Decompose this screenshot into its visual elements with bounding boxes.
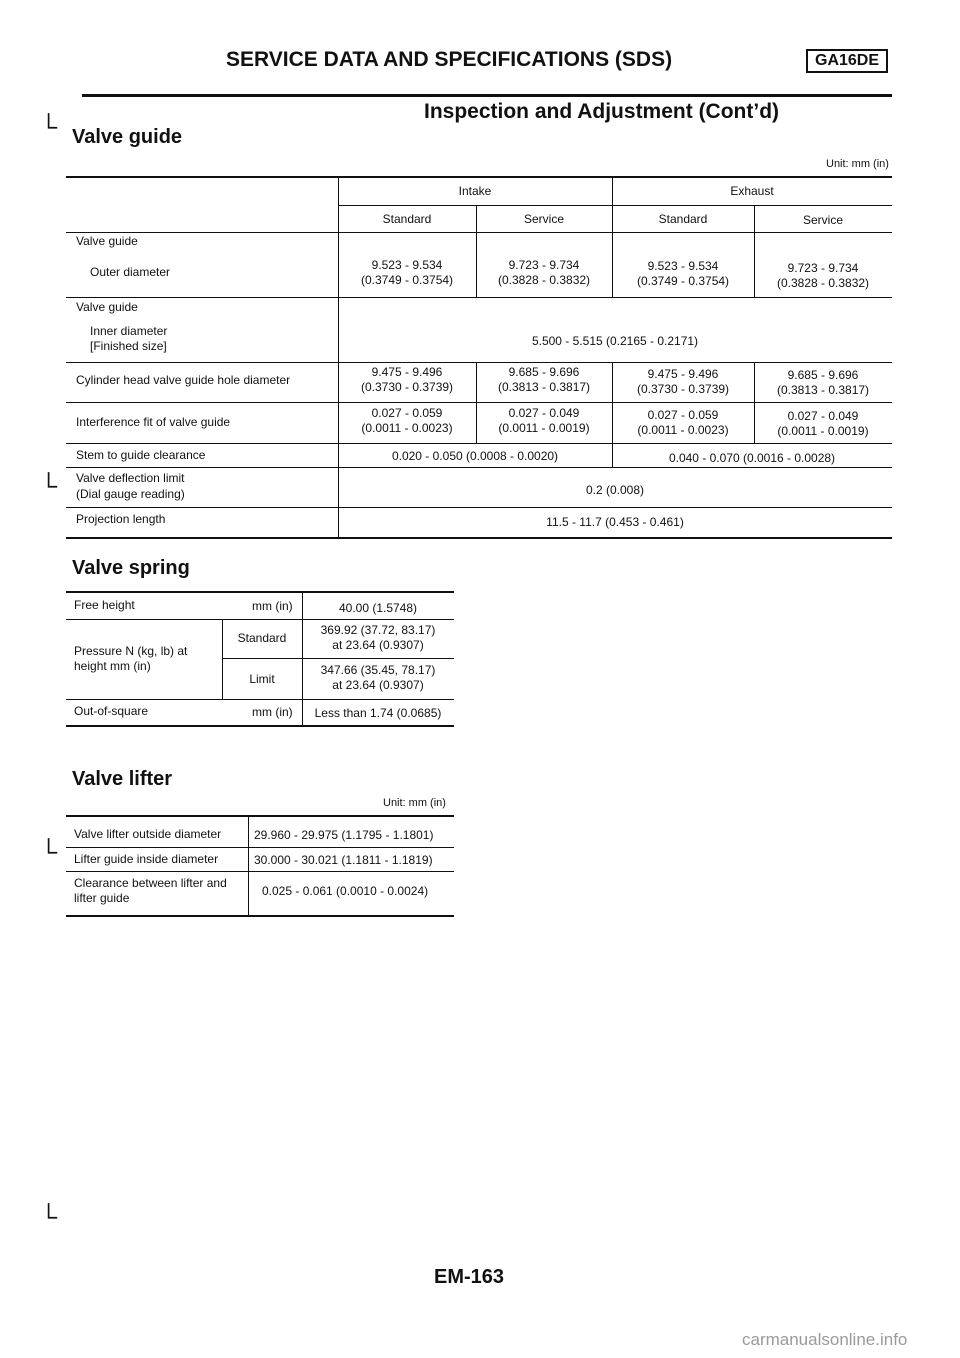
cell-value: 0.020 - 0.050 (0.0008 - 0.0020): [391, 449, 559, 463]
table-cell: [754, 368, 892, 398]
table-rule: [66, 537, 892, 539]
cell-value: at 23.64 (0.9307): [332, 638, 424, 652]
table-cell: [476, 258, 612, 288]
table-cell: [302, 623, 454, 653]
cell-value: (0.0011 - 0.0019): [498, 421, 590, 435]
cell-value: (0.3730 - 0.3739): [636, 382, 730, 396]
cell-value: (0.0011 - 0.0019): [777, 424, 869, 438]
cell-value: (0.0011 - 0.0023): [637, 423, 729, 437]
row-label: Lifter guide inside diameter: [74, 852, 219, 866]
table-rule: [66, 591, 454, 593]
row-label: Standard: [237, 631, 287, 645]
cell-value: (0.3813 - 0.3817): [776, 383, 870, 397]
row-label: Pressure N (kg, lb) at: [74, 644, 188, 658]
table-cell: [612, 367, 754, 397]
cell-value: 40.00 (1.5748): [338, 601, 418, 615]
table-cell: [338, 406, 476, 436]
cell-value: 0.2 (0.008): [585, 483, 645, 497]
table-cell: [338, 365, 476, 395]
engine-code-badge: GA16DE: [806, 49, 888, 73]
valve-guide-table: [66, 176, 892, 540]
column-header-service: Service: [802, 213, 843, 227]
cell-value: 11.5 - 11.7 (0.453 - 0.461): [546, 515, 684, 529]
revision-mark-icon: └: [40, 1204, 58, 1231]
table-cell: [612, 408, 754, 438]
unit-label: mm (in): [252, 599, 293, 613]
unit-label: Unit: mm (in): [383, 797, 446, 809]
cell-value: (0.3749 - 0.3754): [360, 273, 454, 287]
table-rule: [66, 619, 454, 620]
cell-value: 369.92 (37.72, 83.17): [320, 623, 436, 637]
cell-value: 0.027 - 0.049: [787, 409, 859, 423]
row-label: [Finished size]: [90, 339, 167, 353]
table-rule: [66, 725, 454, 727]
column-header-intake: Intake: [458, 184, 492, 198]
table-rule: [66, 815, 454, 817]
valve-spring-table: [66, 591, 454, 729]
table-cell: [338, 258, 476, 288]
cell-value: at 23.64 (0.9307): [332, 678, 424, 692]
cell-value: 9.523 - 9.534: [647, 259, 719, 273]
table-cell: [754, 409, 892, 439]
revision-mark-icon: └: [40, 839, 58, 866]
table-rule: [66, 699, 454, 700]
cell-value: 5.500 - 5.515 (0.2165 - 0.2171): [531, 334, 699, 348]
table-rule: [222, 658, 454, 659]
row-label: Valve guide: [76, 234, 138, 248]
table-rule: [66, 507, 892, 508]
table-rule: [66, 176, 892, 178]
cell-value: (0.3828 - 0.3832): [497, 273, 591, 287]
cell-value: (0.3749 - 0.3754): [636, 274, 730, 288]
cell-value: 0.025 - 0.061 (0.0010 - 0.0024): [262, 884, 429, 898]
table-rule: [66, 443, 892, 444]
row-label: Interference fit of valve guide: [76, 415, 231, 429]
row-label: Valve deflection limit: [76, 471, 185, 485]
cell-value: 9.685 - 9.696: [508, 365, 580, 379]
cell-value: 9.723 - 9.734: [787, 261, 859, 275]
row-label: height mm (in): [74, 659, 151, 673]
revision-mark-icon: └: [40, 473, 58, 500]
header-rule: [82, 94, 892, 97]
row-label: Out-of-square: [74, 704, 149, 718]
row-label: Inner diameter: [90, 324, 168, 338]
cell-value: (0.3828 - 0.3832): [776, 276, 870, 290]
table-rule: [66, 297, 892, 298]
cell-value: 9.475 - 9.496: [647, 367, 719, 381]
column-header-service: Service: [523, 212, 564, 226]
row-label: Valve guide: [76, 300, 138, 314]
cell-value: 347.66 (35.45, 78.17): [320, 663, 436, 677]
revision-mark-icon: └: [40, 114, 58, 141]
cell-value: 9.475 - 9.496: [371, 365, 443, 379]
cell-value: 9.523 - 9.534: [371, 258, 443, 272]
table-rule: [66, 871, 454, 872]
table-rule: [66, 915, 454, 917]
cell-value: 0.027 - 0.059: [647, 408, 719, 422]
row-label: Cylinder head valve guide hole diameter: [76, 373, 291, 387]
cell-value: 29.960 - 29.975 (1.1795 - 1.1801): [254, 828, 434, 842]
page-number: EM-163: [434, 1266, 505, 1288]
cell-value: 0.040 - 0.070 (0.0016 - 0.0028): [668, 451, 836, 465]
cell-value: Less than 1.74 (0.0685): [314, 706, 442, 720]
unit-label: mm (in): [252, 705, 293, 719]
valve-lifter-table: [66, 815, 454, 919]
cell-value: 0.027 - 0.049: [508, 406, 580, 420]
column-header-standard: Standard: [382, 212, 432, 226]
row-label: Outer diameter: [90, 265, 171, 279]
section-heading-valve-lifter: Valve lifter: [72, 768, 173, 790]
table-rule: [66, 362, 892, 363]
row-label: Projection length: [76, 512, 166, 526]
table-cell: [476, 365, 612, 395]
unit-label: Unit: mm (in): [826, 158, 889, 170]
watermark: carmanualsonline.info: [742, 1330, 908, 1349]
section-heading-valve-guide: Valve guide: [72, 126, 183, 148]
row-label: Limit: [249, 672, 275, 686]
table-cell: [302, 663, 454, 693]
cell-value: (0.3813 - 0.3817): [497, 380, 591, 394]
table-cell: [476, 406, 612, 436]
row-label: (Dial gauge reading): [76, 487, 185, 501]
section-heading-valve-spring: Valve spring: [72, 557, 190, 579]
page-subtitle: Inspection and Adjustment (Cont’d): [424, 100, 780, 123]
cell-value: 30.000 - 30.021 (1.1811 - 1.1819): [254, 853, 433, 867]
table-rule: [66, 467, 892, 468]
cell-value: 9.685 - 9.696: [787, 368, 859, 382]
table-cell: [612, 259, 754, 289]
row-label: Stem to guide clearance: [76, 448, 206, 462]
table-rule: [338, 205, 892, 206]
table-rule: [248, 815, 249, 917]
cell-value: 9.723 - 9.734: [508, 258, 580, 272]
table-cell: [754, 261, 892, 291]
row-label: Free height: [74, 598, 135, 612]
column-header-standard: Standard: [658, 212, 708, 226]
table-rule: [66, 847, 454, 848]
cell-value: (0.3730 - 0.3739): [360, 380, 454, 394]
row-label: Clearance between lifter and: [74, 876, 227, 890]
column-header-exhaust: Exhaust: [730, 184, 774, 198]
table-rule: [66, 402, 892, 403]
row-label: Valve lifter outside diameter: [74, 827, 222, 841]
table-rule: [66, 232, 892, 233]
page-title: SERVICE DATA AND SPECIFICATIONS (SDS): [226, 48, 673, 71]
row-label: lifter guide: [74, 891, 130, 905]
cell-value: (0.0011 - 0.0023): [361, 421, 453, 435]
cell-value: 0.027 - 0.059: [371, 406, 443, 420]
